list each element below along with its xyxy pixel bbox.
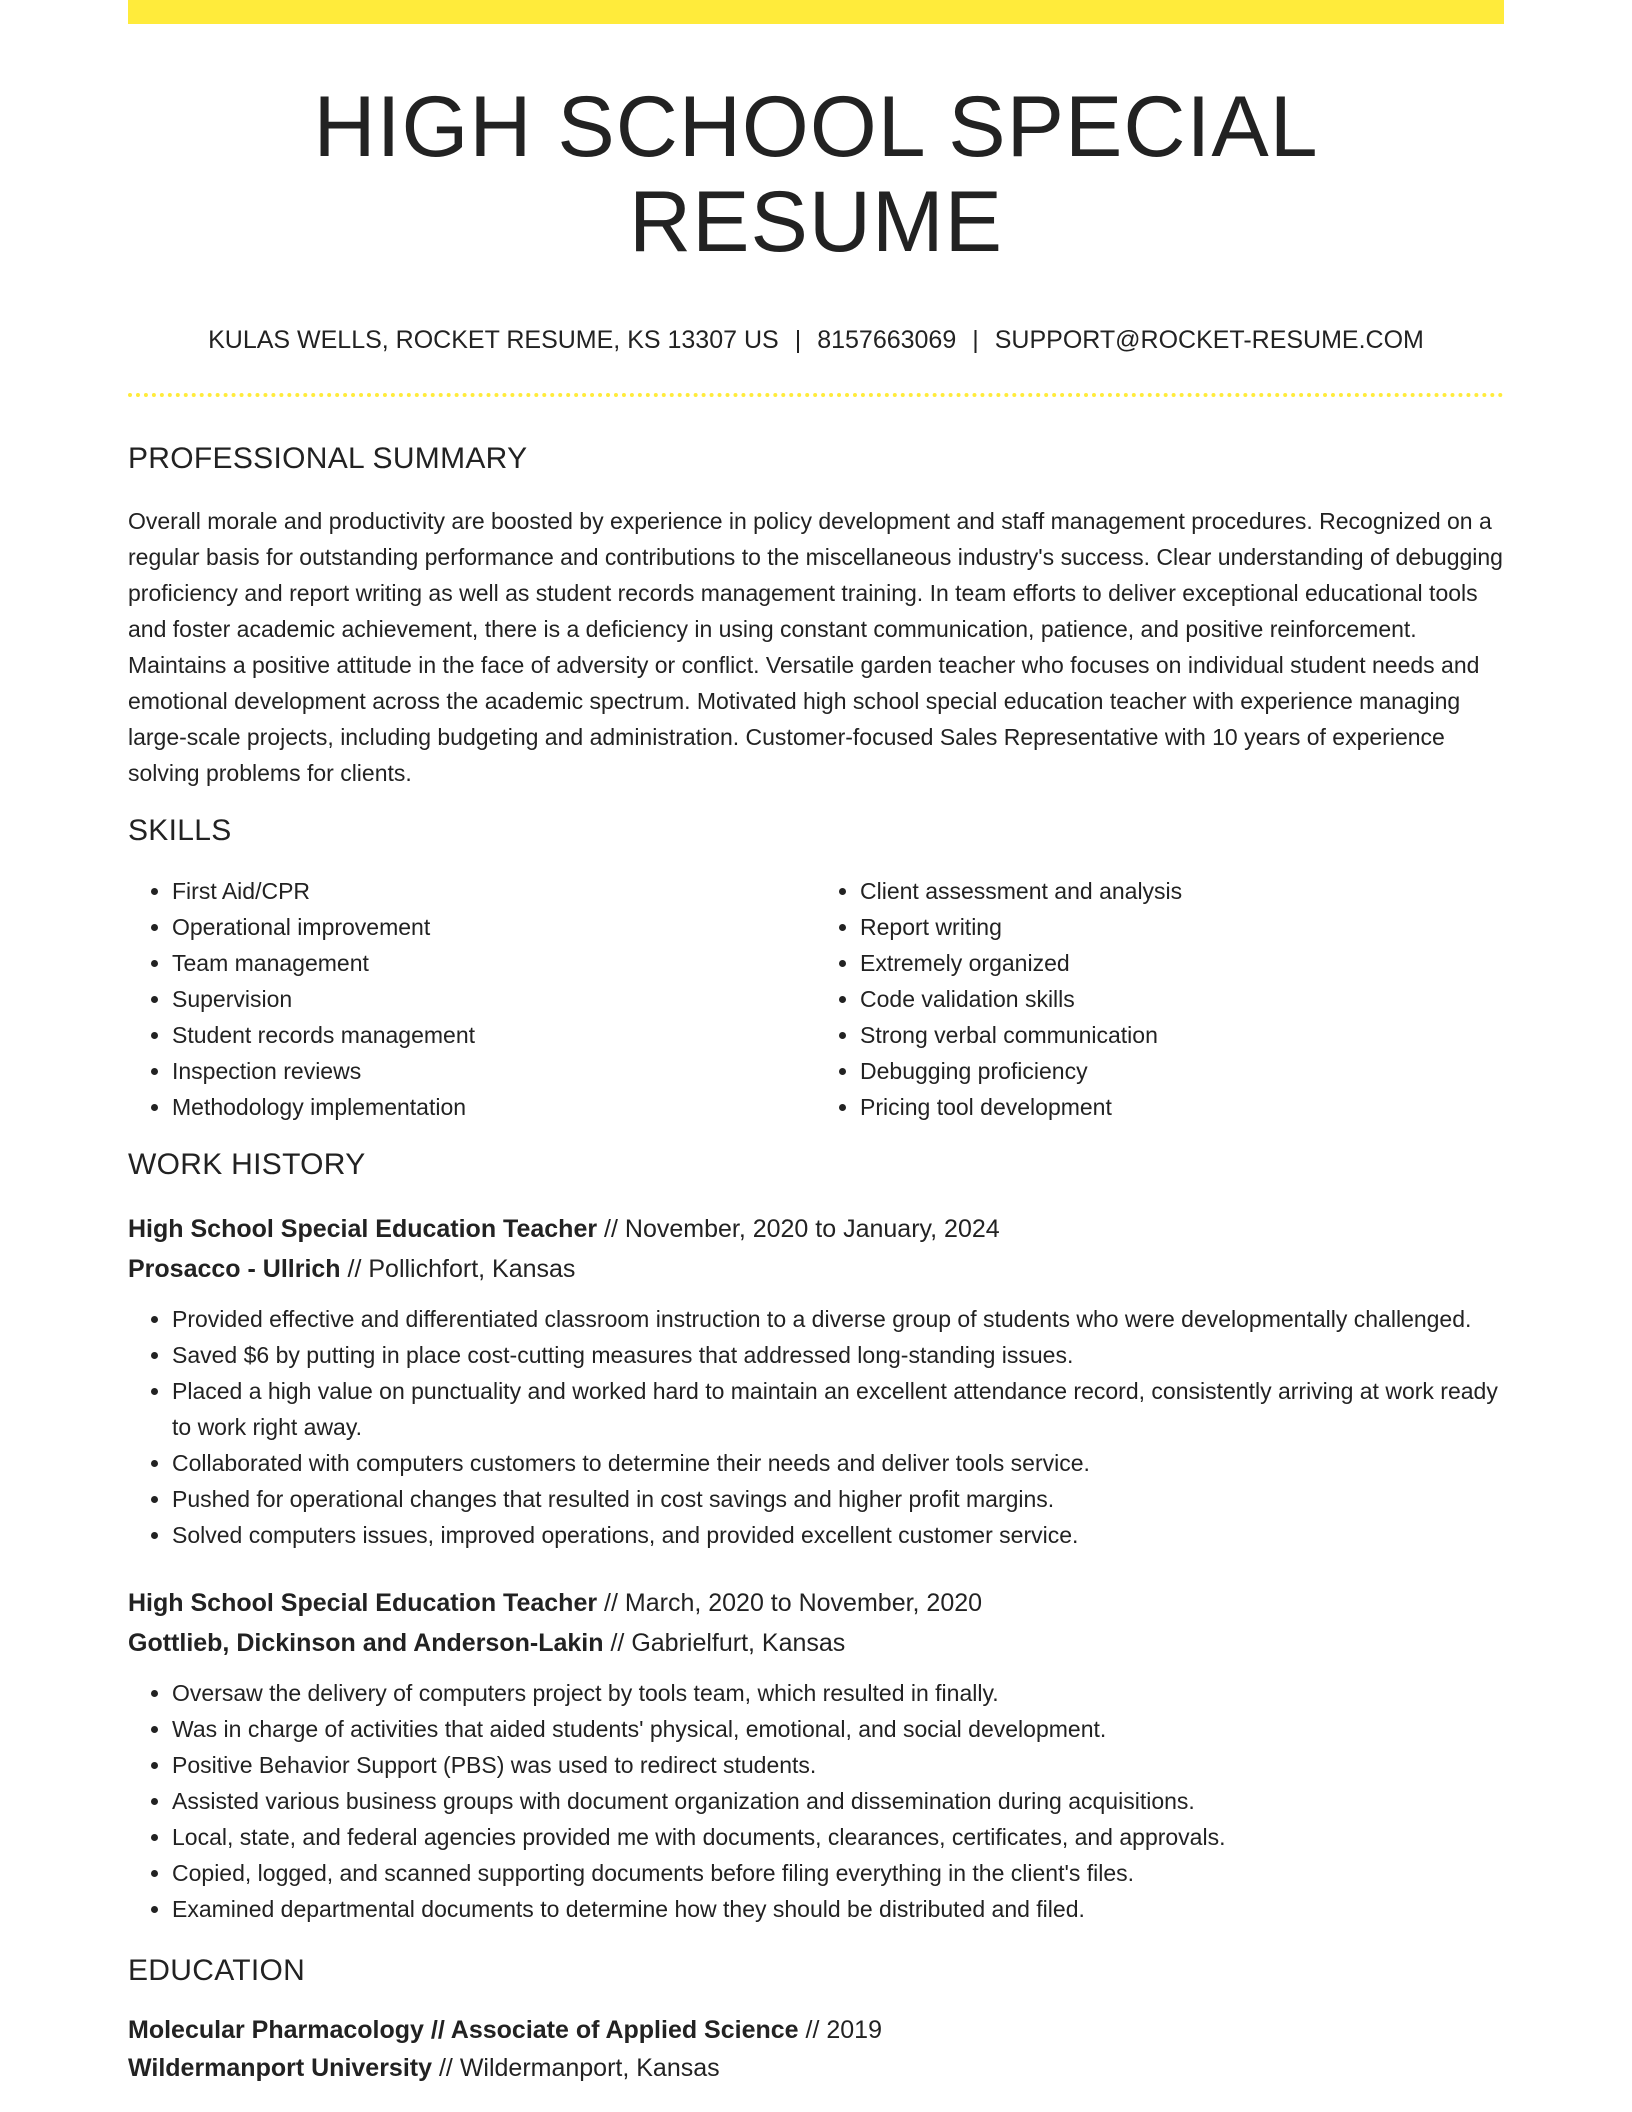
skill-item: • Inspection reviews (172, 1053, 816, 1089)
job-bullet: • Pushed for operational changes that resulted in cost savings and higher profit margins. (172, 1481, 1504, 1517)
skills-list (128, 873, 1504, 1125)
education-location: Wildermanport, Kansas (459, 2054, 720, 2083)
education-heading: EDUCATION (128, 1954, 306, 1988)
dotted-divider (128, 393, 1504, 397)
job-company: Prosacco - Ullrich (128, 1255, 341, 1284)
summary-heading: PROFESSIONAL SUMMARY (128, 442, 528, 476)
resume-name: HIGH SCHOOL SPECIAL RESUME (313, 79, 1319, 270)
education-degree-line (128, 2011, 1504, 2049)
job-bullet: • Assisted various business groups with document organization and dissemination during acquisitions. (172, 1783, 1504, 1819)
job-separator: // (597, 1589, 625, 1618)
job-bullet: • Copied, logged, and scanned supporting documents before filing everything in the client's files. (172, 1855, 1504, 1891)
contact-address: KULAS WELLS, ROCKET RESUME, KS 13307 US (208, 326, 779, 355)
job-title-line (128, 1583, 1504, 1623)
education-degree: Molecular Pharmacology // Associate of Applied Science (128, 2016, 799, 2045)
job-bullet: • Was in charge of activities that aided students' physical, emotional, and social development. (172, 1711, 1504, 1747)
job-separator: // (597, 1215, 625, 1244)
job-title: High School Special Education Teacher (128, 1589, 598, 1618)
education-separator: // (432, 2054, 460, 2083)
skill-item: • Methodology implementation (172, 1089, 816, 1125)
job-bullet: • Examined departmental documents to determine how they should be distributed and filed. (172, 1891, 1504, 1927)
job-bullet: • Collaborated with computers customers to determine their needs and deliver tools service. (172, 1445, 1504, 1481)
summary-text: Overall morale and productivity are boosted by experience in policy development and staff management procedures. Recognized on a regular basis for outstanding performance and contributions to the miscellaneous industry's success. Clear understanding of debugging proficiency and report writing as well as student records management training. In team efforts to deliver exceptional educational tools and foster academic achievement, there is a deficiency in using constant communication, patience, and positive reinforcement. Maintains a positive attitude in the face of adversity or conflict. Versatile garden teacher who focuses on individual student needs and emotional development across the academic spectrum. Motivated high school special education teacher with experience managing large-scale projects, including budgeting and administration. Customer-focused Sales Representative with 10 years of experience solving problems for clients. (128, 508, 1503, 787)
job-dates: March, 2020 to November, 2020 (624, 1589, 983, 1618)
education-separator: // (798, 2016, 827, 2045)
education-school-line (128, 2049, 1504, 2087)
job-company: Gottlieb, Dickinson and Anderson-Lakin (128, 1629, 604, 1658)
job-company-line (128, 1249, 1504, 1289)
skill-item: • Supervision (172, 981, 816, 1017)
education-school: Wildermanport University (128, 2054, 433, 2083)
contact-email: SUPPORT@ROCKET-RESUME.COM (994, 326, 1424, 355)
job-bullet: • Positive Behavior Support (PBS) was used to redirect students. (172, 1747, 1504, 1783)
job-bullet: • Solved computers issues, improved operations, and provided excellent customer service. (172, 1517, 1504, 1553)
job-bullets (128, 1675, 1504, 1927)
resume-page (128, 0, 1504, 2087)
work-history-heading: WORK HISTORY (128, 1148, 366, 1182)
skill-item: • Student records management (172, 1017, 816, 1053)
job-bullet: • Placed a high value on punctuality and worked hard to maintain an excellent attendance record, consistently arriving at work ready to work right away. (172, 1373, 1504, 1445)
skill-item: • Debugging proficiency (860, 1053, 1504, 1089)
skill-item: • Code validation skills (860, 981, 1504, 1017)
education-year: 2019 (826, 2016, 882, 2045)
skills-column-left (128, 873, 816, 1125)
contact-line (128, 325, 1504, 355)
skills-heading: SKILLS (128, 814, 232, 848)
skill-item: • Client assessment and analysis (860, 873, 1504, 909)
top-accent-bar (128, 0, 1504, 24)
job-bullet: • Oversaw the delivery of computers project by tools team, which resulted in finally. (172, 1675, 1504, 1711)
skill-item: • Pricing tool development (860, 1089, 1504, 1125)
job-company-line (128, 1623, 1504, 1663)
job-bullets (128, 1301, 1504, 1553)
job-bullet: • Local, state, and federal agencies provided me with documents, clearances, certificates, and approvals. (172, 1819, 1504, 1855)
contact-separator: | (972, 326, 979, 355)
job-bullet: • Provided effective and differentiated classroom instruction to a diverse group of students who were developmentally challenged. (172, 1301, 1504, 1337)
skills-column-right (816, 873, 1504, 1125)
job-separator: // (603, 1629, 632, 1658)
job-entry (128, 1583, 1504, 1927)
skill-item: • Report writing (860, 909, 1504, 945)
skill-item: • Strong verbal communication (860, 1017, 1504, 1053)
job-separator: // (340, 1255, 369, 1284)
contact-separator: | (794, 326, 802, 355)
skill-item: • Operational improvement (172, 909, 816, 945)
skill-item: • First Aid/CPR (172, 873, 816, 909)
job-title: High School Special Education Teacher (128, 1215, 598, 1244)
skill-item: • Team management (172, 945, 816, 981)
job-location: Gabrielfurt, Kansas (631, 1629, 846, 1658)
skill-item: • Extremely organized (860, 945, 1504, 981)
job-bullet: • Saved $6 by putting in place cost-cutting measures that addressed long-standing issues. (172, 1337, 1504, 1373)
job-title-line (128, 1209, 1504, 1249)
job-location: Pollichfort, Kansas (368, 1255, 576, 1284)
job-dates: November, 2020 to January, 2024 (624, 1215, 1000, 1244)
contact-phone: 8157663069 (817, 326, 957, 355)
job-entry (128, 1209, 1504, 1553)
